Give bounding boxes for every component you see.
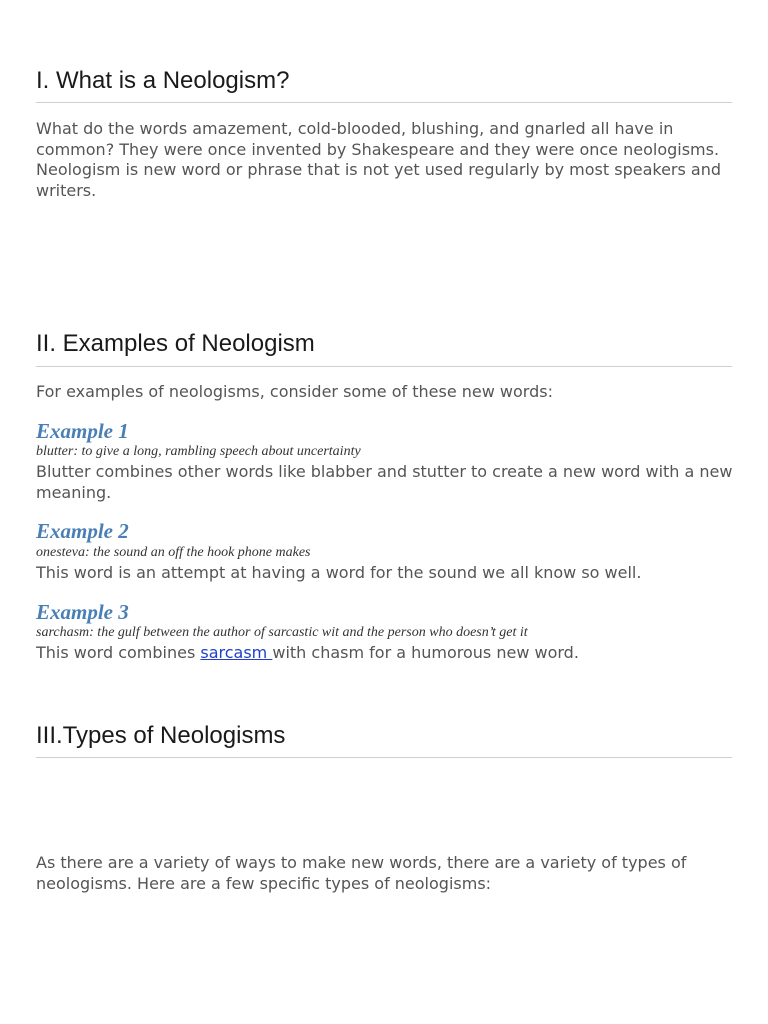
example-3-text xyxy=(36,643,736,664)
types-paragraph: As there are a variety of ways to make new words, there are a variety of types of neologisms. Here are a few specific types of neologisms: xyxy=(36,853,687,893)
example-1-text: Blutter combines other words like blabber and stutter to create a new word with a new meaning. xyxy=(36,462,733,502)
section-heading-examples: II. Examples of Neologism xyxy=(36,330,315,357)
example-3-definition: sarchasm: the gulf between the author of sarcastic wit and the person who doesn’t get it xyxy=(36,625,528,640)
section-divider xyxy=(36,757,732,758)
example-1-title: Example 1 xyxy=(36,419,129,443)
example-3-title: Example 3 xyxy=(36,600,129,624)
examples-intro: For examples of neologisms, consider some of these new words: xyxy=(36,382,553,401)
sarcasm-link[interactable]: sarcasm xyxy=(200,643,273,662)
section-divider xyxy=(36,366,732,367)
example-2-definition: onesteva: the sound an off the hook phone makes xyxy=(36,545,311,560)
example-2-title: Example 2 xyxy=(36,519,129,543)
section-paragraph-definition: What do the words amazement, cold-blooded, blushing, and gnarled all have in common? They were once invented by Shakespeare and they were once neologisms. Neologism is new word or phrase that is not yet used regularly by most speakers and writers. xyxy=(36,119,722,200)
example-3-text-before: This word combines xyxy=(36,643,201,662)
section-heading-what-is-neologism: I. What is a Neologism? xyxy=(36,67,290,94)
section-divider xyxy=(36,102,732,103)
example-1-definition: blutter: to give a long, rambling speech about uncertainty xyxy=(36,444,361,459)
section-heading-types: III.Types of Neologisms xyxy=(36,722,286,749)
example-2-text: This word is an attempt at having a word for the sound we all know so well. xyxy=(36,563,642,582)
example-3-text-after: with chasm for a humorous new word. xyxy=(272,643,579,662)
